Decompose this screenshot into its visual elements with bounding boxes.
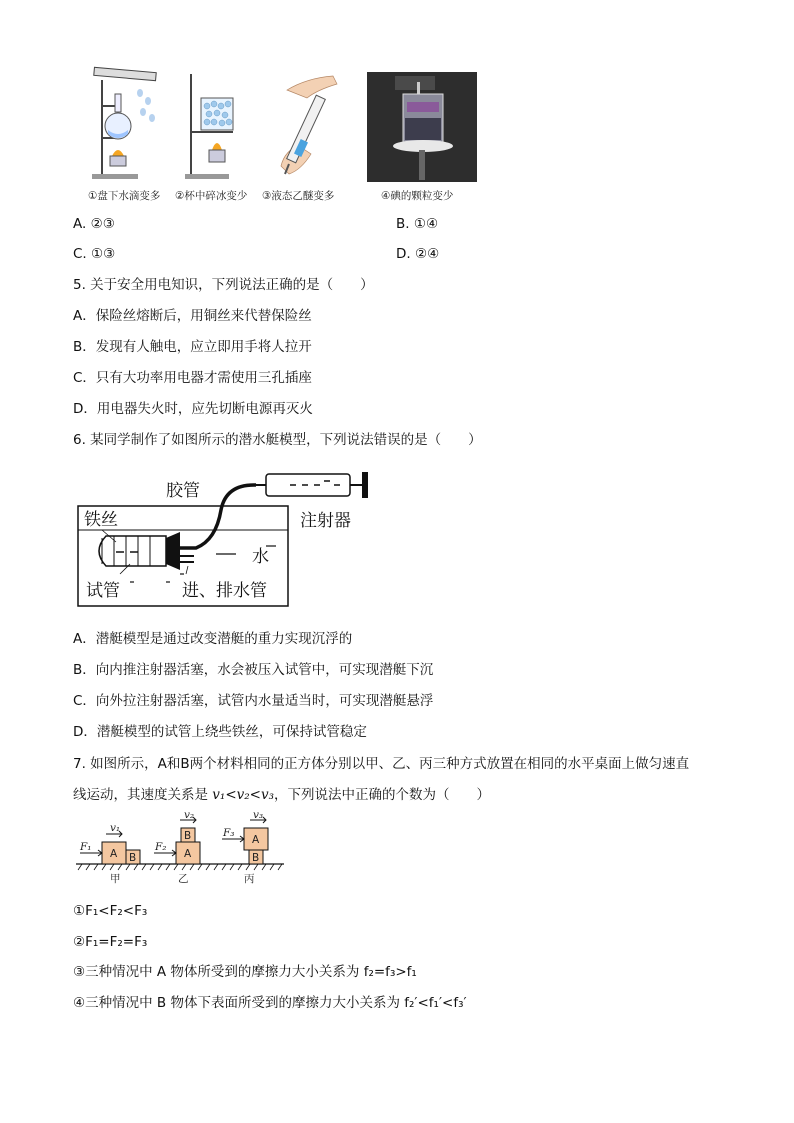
- block-a-case-1: A: [110, 848, 118, 860]
- q5-option-c[interactable]: C．只有大功率用电器才需使用三孔插座: [73, 370, 312, 386]
- figure-1-plate-flask: [88, 68, 163, 183]
- q6-option-b[interactable]: B．向内推注射器活塞，水会被压入试管中，可实现潜艇下沉: [73, 662, 434, 678]
- figure-caption-2: ②杯中碎冰变少: [175, 190, 248, 202]
- q5-option-d[interactable]: D．用电器失火时，应先切断电源再灭火: [73, 401, 313, 417]
- option-value: ②④: [414, 246, 440, 262]
- q7-stem-line2: [73, 787, 490, 803]
- figure-3-syringe-hand: [277, 70, 345, 182]
- velocity-label-3: v₃: [253, 809, 264, 821]
- q4-option-d[interactable]: [396, 246, 439, 262]
- q7-stem-line1: 7. 如图所示，A和B两个材料相同的正方体分别以甲、乙、丙三种方式放置在相同的水平桌面上做匀速直: [73, 756, 690, 772]
- figure-4-iodine-photo: [367, 72, 477, 182]
- q7-stem-line2-post: ，下列说法中正确的个数为（ ）: [274, 787, 491, 803]
- option-letter: A.: [73, 216, 87, 232]
- label-syringe: 注射器: [300, 511, 351, 531]
- q5-option-a[interactable]: A．保险丝熔断后，用铜丝来代替保险丝: [73, 308, 312, 324]
- figure-caption-4: ④碘的颗粒变少: [381, 190, 454, 202]
- case-label-1: 甲: [110, 873, 121, 885]
- q6-option-a[interactable]: A．潜艇模型是通过改变潜艇的重力实现沉浮的: [73, 631, 353, 647]
- force-label-2: F₂: [155, 841, 167, 853]
- q5-stem: 5. 关于安全用电知识，下列说法正确的是（ ）: [73, 277, 374, 293]
- label-rubber-tube: 胶管: [166, 481, 200, 501]
- velocity-label-2: v₂: [184, 809, 195, 821]
- force-label-3: F₃: [223, 827, 235, 839]
- option-letter: D.: [396, 246, 411, 262]
- q7-statement-4: ④三种情况中 B 物体下表面所受到的摩擦力大小关系为 f₂′<f₁′<f₃′: [73, 995, 467, 1011]
- velocity-label-1: v₁: [110, 822, 121, 834]
- force-label-1: F₁: [80, 841, 92, 853]
- q7-velocity-relation: v₁<v₂<v₃: [212, 787, 275, 803]
- q5-option-b[interactable]: B．发现有人触电，应立即用手将人拉开: [73, 339, 312, 355]
- q7-statement-1: ①F₁<F₂<F₃: [73, 903, 148, 919]
- label-water: 水: [252, 547, 269, 567]
- q4-option-c[interactable]: [73, 246, 115, 262]
- option-value: ②③: [90, 216, 115, 232]
- option-letter: B.: [396, 216, 410, 232]
- case-label-3: 丙: [244, 873, 255, 885]
- q7-statement-3: ③三种情况中 A 物体所受到的摩擦力大小关系为 f₂=f₃>f₁: [73, 964, 417, 980]
- block-b-case-1: B: [129, 852, 137, 864]
- q6-option-c[interactable]: C．向外拉注射器活塞，试管内水量适当时，可实现潜艇悬浮: [73, 693, 434, 709]
- figure-caption-3: ③液态乙醚变多: [262, 190, 335, 202]
- q6-stem: 6. 某同学制作了如图所示的潜水艇模型，下列说法错误的是（ ）: [73, 432, 482, 448]
- block-a-case-3: A: [252, 834, 260, 846]
- q6-option-d[interactable]: D．潜艇模型的试管上绕些铁丝，可保持试管稳定: [73, 724, 367, 740]
- q7-stem-line2-pre: 线运动，其速度关系是: [73, 787, 213, 803]
- option-value: ①④: [413, 216, 439, 232]
- block-b-case-3: B: [252, 852, 260, 864]
- q7-statement-2: ②F₁=F₂=F₃: [73, 934, 148, 950]
- label-iron-wire: 铁丝: [84, 510, 118, 530]
- block-a-case-2: A: [184, 848, 192, 860]
- block-b-case-2: B: [184, 830, 192, 842]
- case-label-2: 乙: [178, 873, 189, 885]
- figure-caption-1: ①盘下水滴变多: [88, 190, 161, 202]
- label-test-tube: 试管: [86, 581, 120, 601]
- figure-2-beaker-ice: [183, 70, 243, 182]
- label-drain-tube: 进、排水管: [182, 581, 267, 601]
- option-letter: C.: [73, 246, 87, 262]
- q4-option-b[interactable]: [396, 216, 438, 232]
- option-value: ①③: [91, 246, 116, 262]
- q4-option-a[interactable]: [73, 216, 115, 232]
